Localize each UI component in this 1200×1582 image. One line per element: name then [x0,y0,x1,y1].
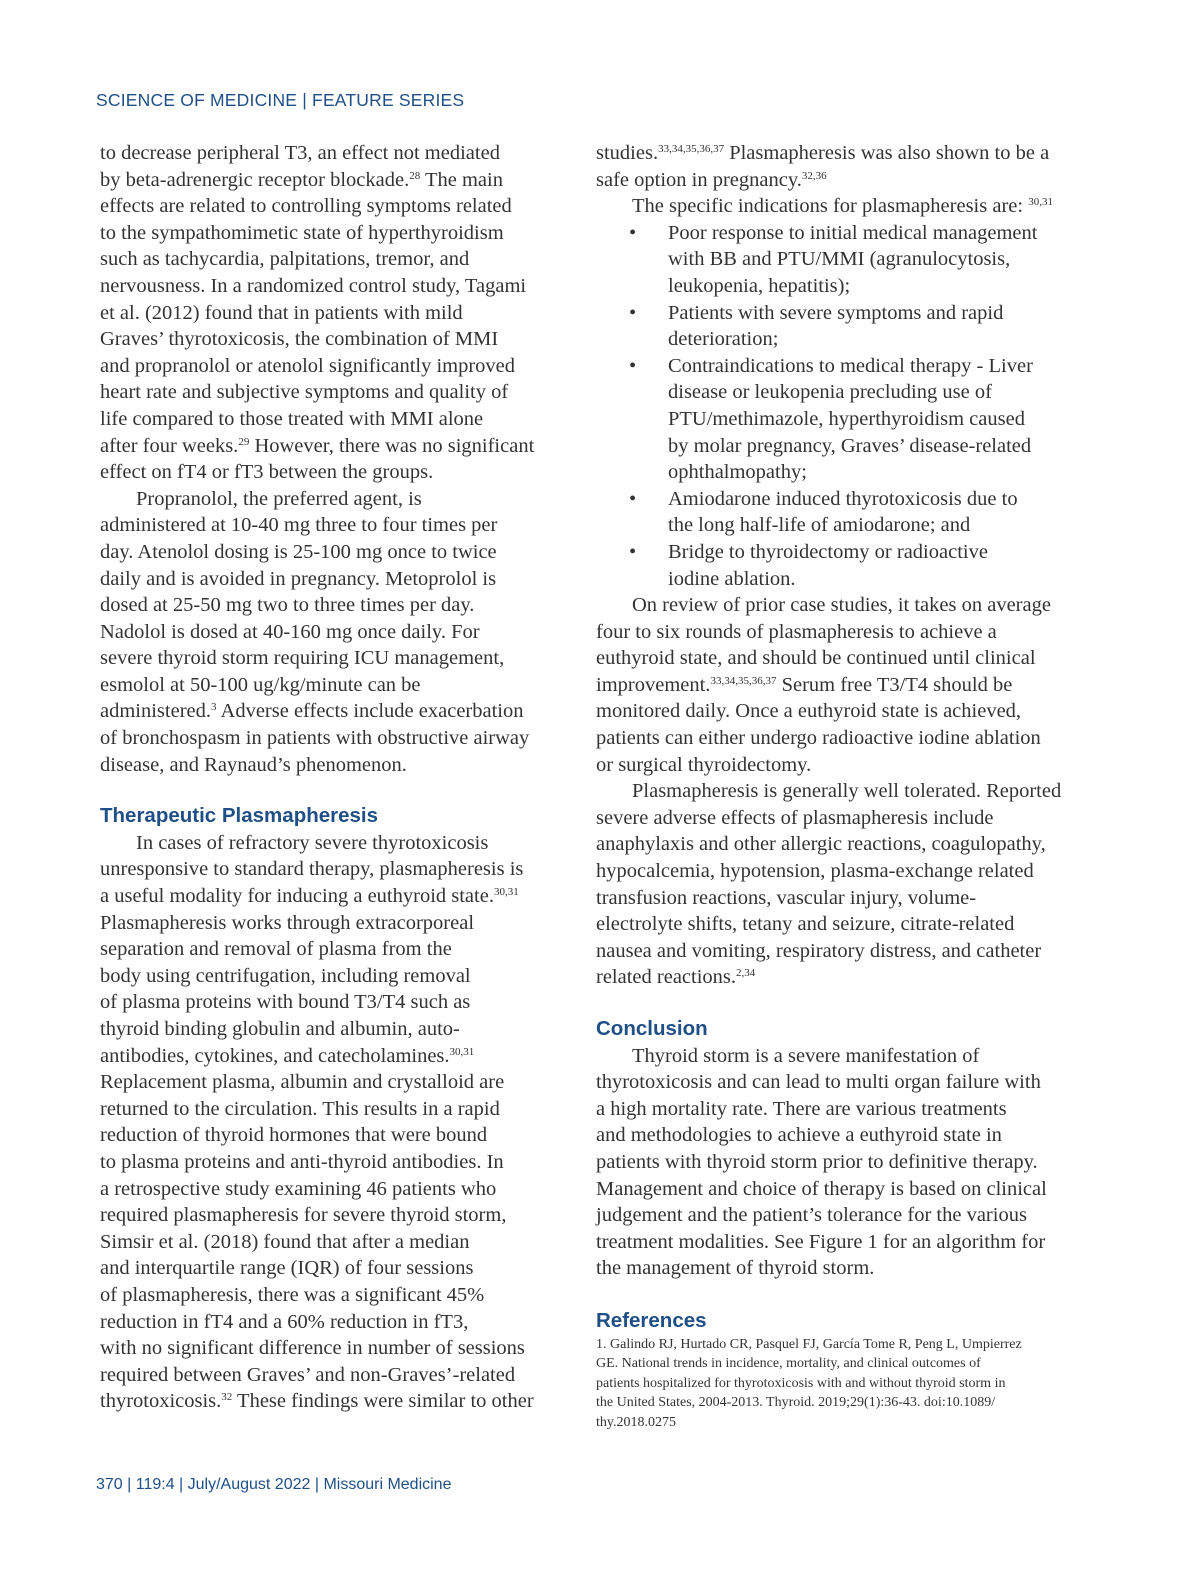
citation-sup: 33,34,35,36,37 [710,674,777,687]
section-heading-plasmapheresis: Therapeutic Plasmapheresis [100,804,379,828]
text-line: Graves’ thyrotoxicosis, the combination of MMI [100,328,499,351]
text-line: administered.$^3$ Adverse effects include exacerbation [100,700,524,723]
text-line: severe thyroid storm requiring ICU management, [100,647,505,670]
text-line: daily and is avoided in pregnancy. Metoprolol is [100,567,497,590]
text-line: transfusion reactions, vascular injury, volume- [596,886,977,909]
text-line: with no significant difference in number of sessions [100,1337,525,1360]
text-line: antibodies, cytokines, and catecholamines.$^{30,31}$ [100,1044,475,1067]
text-line: Propranolol, the preferred agent, is [136,487,422,510]
citation-sup: 29 [238,435,250,448]
list-item-line: with BB and PTU/MMI (agranulocytosis, [668,248,1011,271]
section-heading-references: References [596,1308,707,1332]
text-line: electrolyte shifts, tetany and seizure, citrate-related [596,913,1015,936]
text-line: Plasmapheresis is generally well tolerated. Reported [632,780,1062,803]
paragraph-adverse-effects [596,778,1071,991]
text-line: effects are related to controlling symptoms related [100,195,512,218]
list-item-line: Bridge to thyroidectomy or radioactive [668,540,988,563]
list-item-line: PTU/methimazole, hyperthyroidism caused [668,407,1025,430]
list-item-line: the long half-life of amiodarone; and [668,514,971,537]
text-line: to plasma proteins and anti-thyroid antibodies. In [100,1150,504,1173]
text-line: to the sympathomimetic state of hyperthyroidism [100,221,504,244]
text-line: anaphylaxis and other allergic reactions, coagulopathy, [596,833,1046,856]
running-head: SCIENCE OF MEDICINE | FEATURE SERIES [96,90,465,110]
list-item-line: ophthalmopathy; [668,461,807,484]
citation-sup: 32,36 [801,169,827,182]
reference-line: GE. National trends in incidence, mortality, and clinical outcomes of [596,1356,981,1372]
text-line: Plasmapheresis works through extracorporeal [100,911,475,934]
reference-line: patients hospitalized for thyrotoxicosis with and without thyroid storm in [596,1375,1006,1391]
text-line: required between Graves’ and non-Graves’-related [100,1363,516,1386]
spacer [596,991,1071,1016]
text-line: Simsir et al. (2018) found that after a median [100,1230,470,1253]
text-line: a useful modality for inducing a euthyroid state.$^{30,31}$ [100,885,519,908]
spacer [100,778,550,803]
text-line: unresponsive to standard therapy, plasmapheresis is [100,858,524,881]
list-item [596,486,1071,539]
text-line: such as tachycardia, palpitations, tremor, and [100,248,470,271]
text-line: of plasmapheresis, there was a significant 45% [100,1283,485,1306]
text-line: after four weeks.$^{29}$ However, there was no significant [100,434,535,457]
list-item-line: Contraindications to medical therapy - Liver [668,354,1033,377]
list-item-line: Patients with severe symptoms and rapid [668,301,1004,324]
paragraph-dosing [100,486,550,779]
text-line: patients can either undergo radioactive iodine ablation [596,727,1041,750]
text-line: monitored daily. Once a euthyroid state is achieved, [596,700,1022,723]
list-item-line: Poor response to initial medical management [668,221,1038,244]
text-line: thyroid binding globulin and albumin, auto- [100,1018,460,1040]
paragraph-conclusion [596,1043,1071,1282]
text-line: studies.$^{33,34,35,36,37}$ Plasmapheresis was also shown to be a [596,142,1050,164]
text-line: and interquartile range (IQR) of four sessions [100,1257,474,1280]
citation-sup: 32 [221,1391,233,1404]
citation-sup: 33,34,35,36,37 [658,143,725,155]
bullet-icon: • [629,221,637,244]
text-line: administered at 10-40 mg three to four times per [100,514,498,537]
text-line: patients with thyroid storm prior to definitive therapy. [596,1150,1038,1173]
list-item-line: deterioration; [668,328,779,351]
text-line: day. Atenolol dosing is 25-100 mg once to twice [100,540,497,563]
text-line: nervousness. In a randomized control study, Tagami [100,274,527,297]
text-line: and propranolol or atenolol significantly improved [100,354,516,377]
list-item [596,220,1071,300]
text-line: Thyroid storm is a severe manifestation of [632,1044,980,1067]
text-line: to decrease peripheral T3, an effect not mediated [100,142,500,164]
section-heading-conclusion: Conclusion [596,1017,708,1040]
text-line: Nadolol is dosed at 40-160 mg once daily. For [100,620,480,643]
indications-list [596,220,1071,592]
text-line: treatment modalities. See Figure 1 for an algorithm for [596,1230,1046,1253]
indications-intro: The specific indications for plasmapheresis are: $^{30,31}$ [632,195,1053,218]
text-line: a retrospective study examining 46 patients who [100,1177,497,1200]
text-line: reduction in fT4 and a 60% reduction in fT3, [100,1310,469,1333]
text-line: life compared to those treated with MMI alone [100,407,484,430]
paragraph-case-studies [596,592,1071,778]
list-item-line: iodine ablation. [668,567,796,590]
text-line: of plasma proteins with bound T3/T4 such as [100,991,471,1014]
page-footer: 370 | 119:4 | July/August 2022 | Missouri Medicine [96,1476,452,1493]
citation-sup: 28 [409,169,421,182]
text-line: body using centrifugation, including removal [100,964,471,987]
bullet-icon: • [629,354,637,377]
text-line: effect on fT4 or fT3 between the groups. [100,461,434,484]
list-item [596,300,1071,353]
reference-line: the United States, 2004-2013. Thyroid. 2019;29(1):36-43. doi:10.1089/ [596,1395,996,1411]
paragraph-studies-continued [596,140,1071,193]
text-line: esmolol at 50-100 ug/kg/minute can be [100,673,421,696]
text-line: of bronchospasm in patients with obstructive airway [100,727,530,750]
left-column [100,140,550,1415]
right-column [596,140,1071,1432]
text-line: On review of prior case studies, it takes on average [632,594,1051,617]
bullet-icon: • [629,301,637,324]
text-line: Management and choice of therapy is based on clinical [596,1177,1047,1200]
text-line: related reactions.$^{2,34}$ [596,966,756,989]
text-line: improvement.$^{33,34,35,36,37}$ Serum free T3/T4 should be [596,673,1013,696]
text-line: the management of thyroid storm. [596,1257,875,1280]
text-line: safe option in pregnancy.$^{32,36}$ [596,168,827,191]
text-line: returned to the circulation. This results in a rapid [100,1097,500,1120]
text-line: reduction of thyroid hormones that were bound [100,1124,488,1147]
reference-line: 1. Galindo RJ, Hurtado CR, Pasquel FJ, García Tome R, Peng L, Umpierrez [596,1336,1022,1352]
text-line: dosed at 25-50 mg two to three times per day. [100,594,475,617]
bullet-icon: • [629,487,637,510]
text-line: thyrotoxicosis.$^{32}$ These findings were similar to other [100,1390,534,1413]
text-line: required plasmapheresis for severe thyroid storm, [100,1204,507,1227]
text-line: In cases of refractory severe thyrotoxicosis [136,831,489,854]
citation-sup: 30,31 [493,886,519,899]
text-line: euthyroid state, and should be continued until clinical [596,647,1036,670]
list-item-line: by molar pregnancy, Graves’ disease-related [668,434,1032,457]
text-line: separation and removal of plasma from the [100,938,452,961]
text-line: heart rate and subjective symptoms and quality of [100,381,509,404]
reference-1 [596,1335,1071,1433]
text-line: Replacement plasma, albumin and crystalloid are [100,1071,505,1094]
list-item-line: Amiodarone induced thyrotoxicosis due to [668,487,1018,510]
citation-sup: 30,31 [1028,196,1053,209]
text-line: nausea and vomiting, respiratory distress, and catheter [596,939,1042,962]
citation-sup: 2,34 [736,967,756,980]
text-line: four to six rounds of plasmapheresis to achieve a [596,620,997,643]
reference-line: thy.2018.0275 [596,1414,676,1430]
spacer [596,1282,1071,1308]
text-line: judgement and the patient’s tolerance for the various [596,1204,1027,1227]
paragraph-plasmapheresis [100,830,550,1415]
list-item [596,539,1071,592]
text-line: hypocalcemia, hypotension, plasma-exchange related [596,860,1034,883]
text-line: and methodologies to achieve a euthyroid state in [596,1124,1002,1147]
text-line: or surgical thyroidectomy. [596,753,812,776]
text-line: disease, and Raynaud’s phenomenon. [100,753,407,776]
list-item-line: leukopenia, hepatitis); [668,274,851,297]
citation-sup: 30,31 [449,1045,475,1058]
bullet-icon: • [629,540,637,563]
text-line: thyrotoxicosis and can lead to multi organ failure with [596,1071,1041,1094]
text-line: severe adverse effects of plasmapheresis include [596,806,994,829]
list-item-line: disease or leukopenia precluding use of [668,381,992,404]
paragraph-beta-blocker-effects [100,140,550,486]
text-line: et al. (2012) found that in patients with mild [100,301,463,324]
text-line: a high mortality rate. There are various treatments [596,1097,1007,1120]
text-line: by beta-adrenergic receptor blockade.$^{28}$ The main [100,168,503,191]
citation-sup: 3 [211,701,217,714]
list-item [596,353,1071,486]
